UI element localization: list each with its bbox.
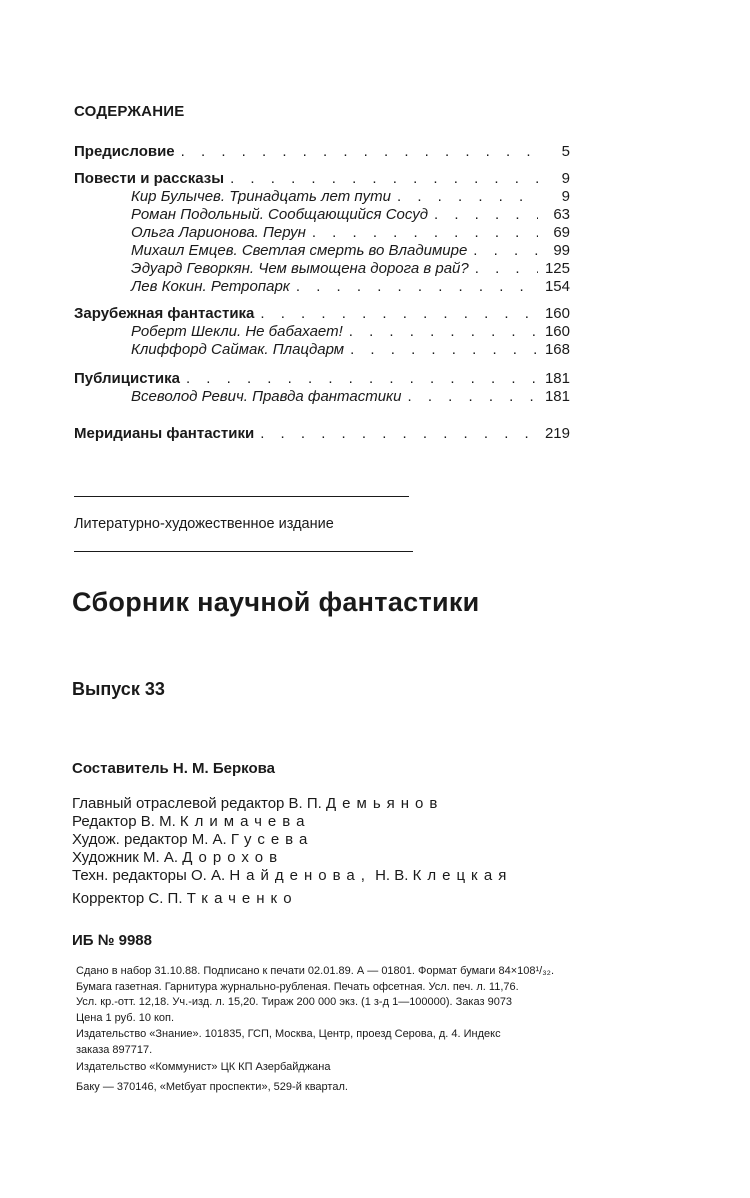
- ib-number: ИБ № 9988: [72, 932, 152, 949]
- credit-role: Худож. редактор М. А.: [72, 831, 227, 848]
- toc-entry-title: Михаил Емцев. Светлая смерть во Владимире: [131, 242, 468, 259]
- credit-line: [72, 890, 298, 907]
- toc-entry: [131, 388, 570, 408]
- toc-entry-page: 168: [544, 341, 570, 358]
- toc-entry-title: Ольга Ларионова. Перун: [131, 224, 306, 241]
- compiler: Составитель Н. М. Беркова: [72, 760, 275, 777]
- toc-section-stories: [74, 170, 570, 190]
- toc-entry-page: 9: [561, 188, 570, 205]
- toc-entry-title: Повести и рассказы: [74, 170, 225, 187]
- toc-entry-title: Публицистика: [74, 370, 180, 387]
- toc-entry-page: 160: [544, 323, 570, 340]
- toc-entry-title: Клиффорд Саймак. Плацдарм: [131, 341, 345, 358]
- toc-entry-page: 69: [553, 224, 570, 241]
- imprint-printer: [76, 1060, 716, 1095]
- toc-leader-dots: [350, 341, 538, 358]
- credit-name: Гусева: [230, 831, 314, 848]
- toc-entry-title: Всеволод Ревич. Правда фантастики: [131, 388, 402, 405]
- toc-section-foreign: [74, 305, 570, 325]
- toc-entry-page: 125: [544, 260, 570, 277]
- imprint-publisher: [76, 1027, 716, 1058]
- credit-line: [72, 813, 310, 830]
- toc-entry: [131, 206, 570, 226]
- toc-leader-dots: [312, 224, 538, 241]
- toc-leader-dots: [407, 388, 538, 405]
- imprint-line: Сдано в набор 31.10.88. Подписано к печати 02.01.89. А — 01801. Формат бумаги 84×108¹/₃₂.: [76, 965, 555, 977]
- divider-bottom: [74, 551, 413, 552]
- credit-name: Дорохов: [182, 849, 284, 866]
- imprint-line: заказа 897717.: [76, 1043, 153, 1056]
- credit-role: Главный отраслевой редактор В. П.: [72, 795, 322, 812]
- toc-section-journalism: [74, 370, 570, 390]
- toc-entry-meridians: [74, 425, 570, 445]
- toc-leader-dots: [397, 188, 538, 205]
- imprint-technical: [76, 964, 716, 1026]
- toc-entry-title: Меридианы фантастики: [74, 425, 255, 442]
- credit-name: Климачева: [179, 813, 311, 830]
- toc-entry-title: Зарубежная фантастика: [74, 305, 255, 322]
- contents-heading: СОДЕРЖАНИЕ: [74, 103, 185, 120]
- credit-line: [72, 795, 443, 812]
- imprint-line: Усл. кр.-отт. 12,18. Уч.-изд. л. 15,20. Тираж 200 000 экз. (1 з-д 1—100000). Заказ 9073: [76, 996, 513, 1008]
- edition-type: Литературно-художественное издание: [74, 516, 334, 532]
- toc-entry: [131, 224, 570, 244]
- toc-entry: [131, 242, 570, 262]
- toc-entry-page: 5: [561, 143, 570, 160]
- toc-entry-page: 160: [544, 305, 570, 322]
- credit-line: [72, 867, 512, 884]
- imprint-line: Баку — 370146, «Мetбуат проспекти», 529-й квартал.: [76, 1080, 348, 1093]
- toc-leader-dots: [260, 425, 538, 442]
- imprint-line: Издательство «Коммунист» ЦК КП Азербайджана: [76, 1061, 331, 1073]
- toc-leader-dots: [475, 260, 538, 277]
- toc-entry: [131, 278, 570, 298]
- credit-name: Найденова,: [229, 867, 371, 884]
- credit-name: Клецкая: [412, 867, 513, 884]
- credit-role: Техн. редакторы О. А.: [72, 867, 226, 884]
- issue-number: Выпуск 33: [72, 679, 165, 699]
- toc-leader-dots: [230, 170, 538, 187]
- toc-entry-title: Роберт Шекли. Не бабахает!: [131, 323, 343, 340]
- divider-top: [74, 496, 409, 497]
- toc-entry-page: 181: [544, 388, 570, 405]
- credit-role: Художник М. А.: [72, 849, 179, 866]
- book-title: Сборник научной фантастики: [72, 587, 480, 617]
- toc-entry-page: 154: [544, 278, 570, 295]
- credit-name: Демьянов: [326, 795, 444, 812]
- toc-leader-dots: [296, 278, 538, 295]
- toc-leader-dots: [434, 206, 538, 223]
- toc-leader-dots: [473, 242, 538, 259]
- imprint-line: Цена 1 руб. 10 коп.: [76, 1011, 175, 1024]
- toc-entry: [131, 260, 570, 280]
- imprint-line: Бумага газетная. Гарнитура журнально-рубленая. Печать офсетная. Усл. печ. л. 11,76.: [76, 980, 519, 993]
- credit-line: [72, 849, 283, 866]
- toc-leader-dots: [186, 370, 538, 387]
- toc-entry-title: Предисловие: [74, 143, 175, 160]
- imprint-line: Издательство «Знание». 101835, ГСП, Москва, Центр, проезд Серова, д. 4. Индекс: [76, 1028, 501, 1040]
- toc-entry-title: Кир Булычев. Тринадцать лет пути: [131, 188, 391, 205]
- toc-entry-title: Лев Кокин. Ретропарк: [131, 278, 290, 295]
- credit-role: Н. В.: [375, 867, 409, 884]
- toc-entry-title: Роман Подольный. Сообщающийся Сосуд: [131, 206, 428, 223]
- toc-entry-page: 181: [544, 370, 570, 387]
- toc-entry: [131, 188, 570, 208]
- toc-entry-page: 9: [561, 170, 570, 187]
- toc-entry-title: Эдуард Геворкян. Чем вымощена дорога в рай?: [131, 260, 469, 277]
- toc-entry: [131, 341, 570, 361]
- credit-name: Ткаченко: [186, 890, 298, 907]
- toc-entry-page: 219: [544, 425, 570, 442]
- toc-entry-page: 63: [553, 206, 570, 223]
- toc-entry-preface: [74, 143, 570, 163]
- toc-leader-dots: [260, 305, 538, 322]
- toc-leader-dots: [349, 323, 538, 340]
- toc-entry-page: 99: [553, 242, 570, 259]
- credit-role: Редактор В. М.: [72, 813, 176, 830]
- toc-entry: [131, 323, 570, 343]
- credit-line: [72, 831, 313, 848]
- toc-leader-dots: [181, 143, 538, 160]
- credit-role: Корректор С. П.: [72, 890, 183, 907]
